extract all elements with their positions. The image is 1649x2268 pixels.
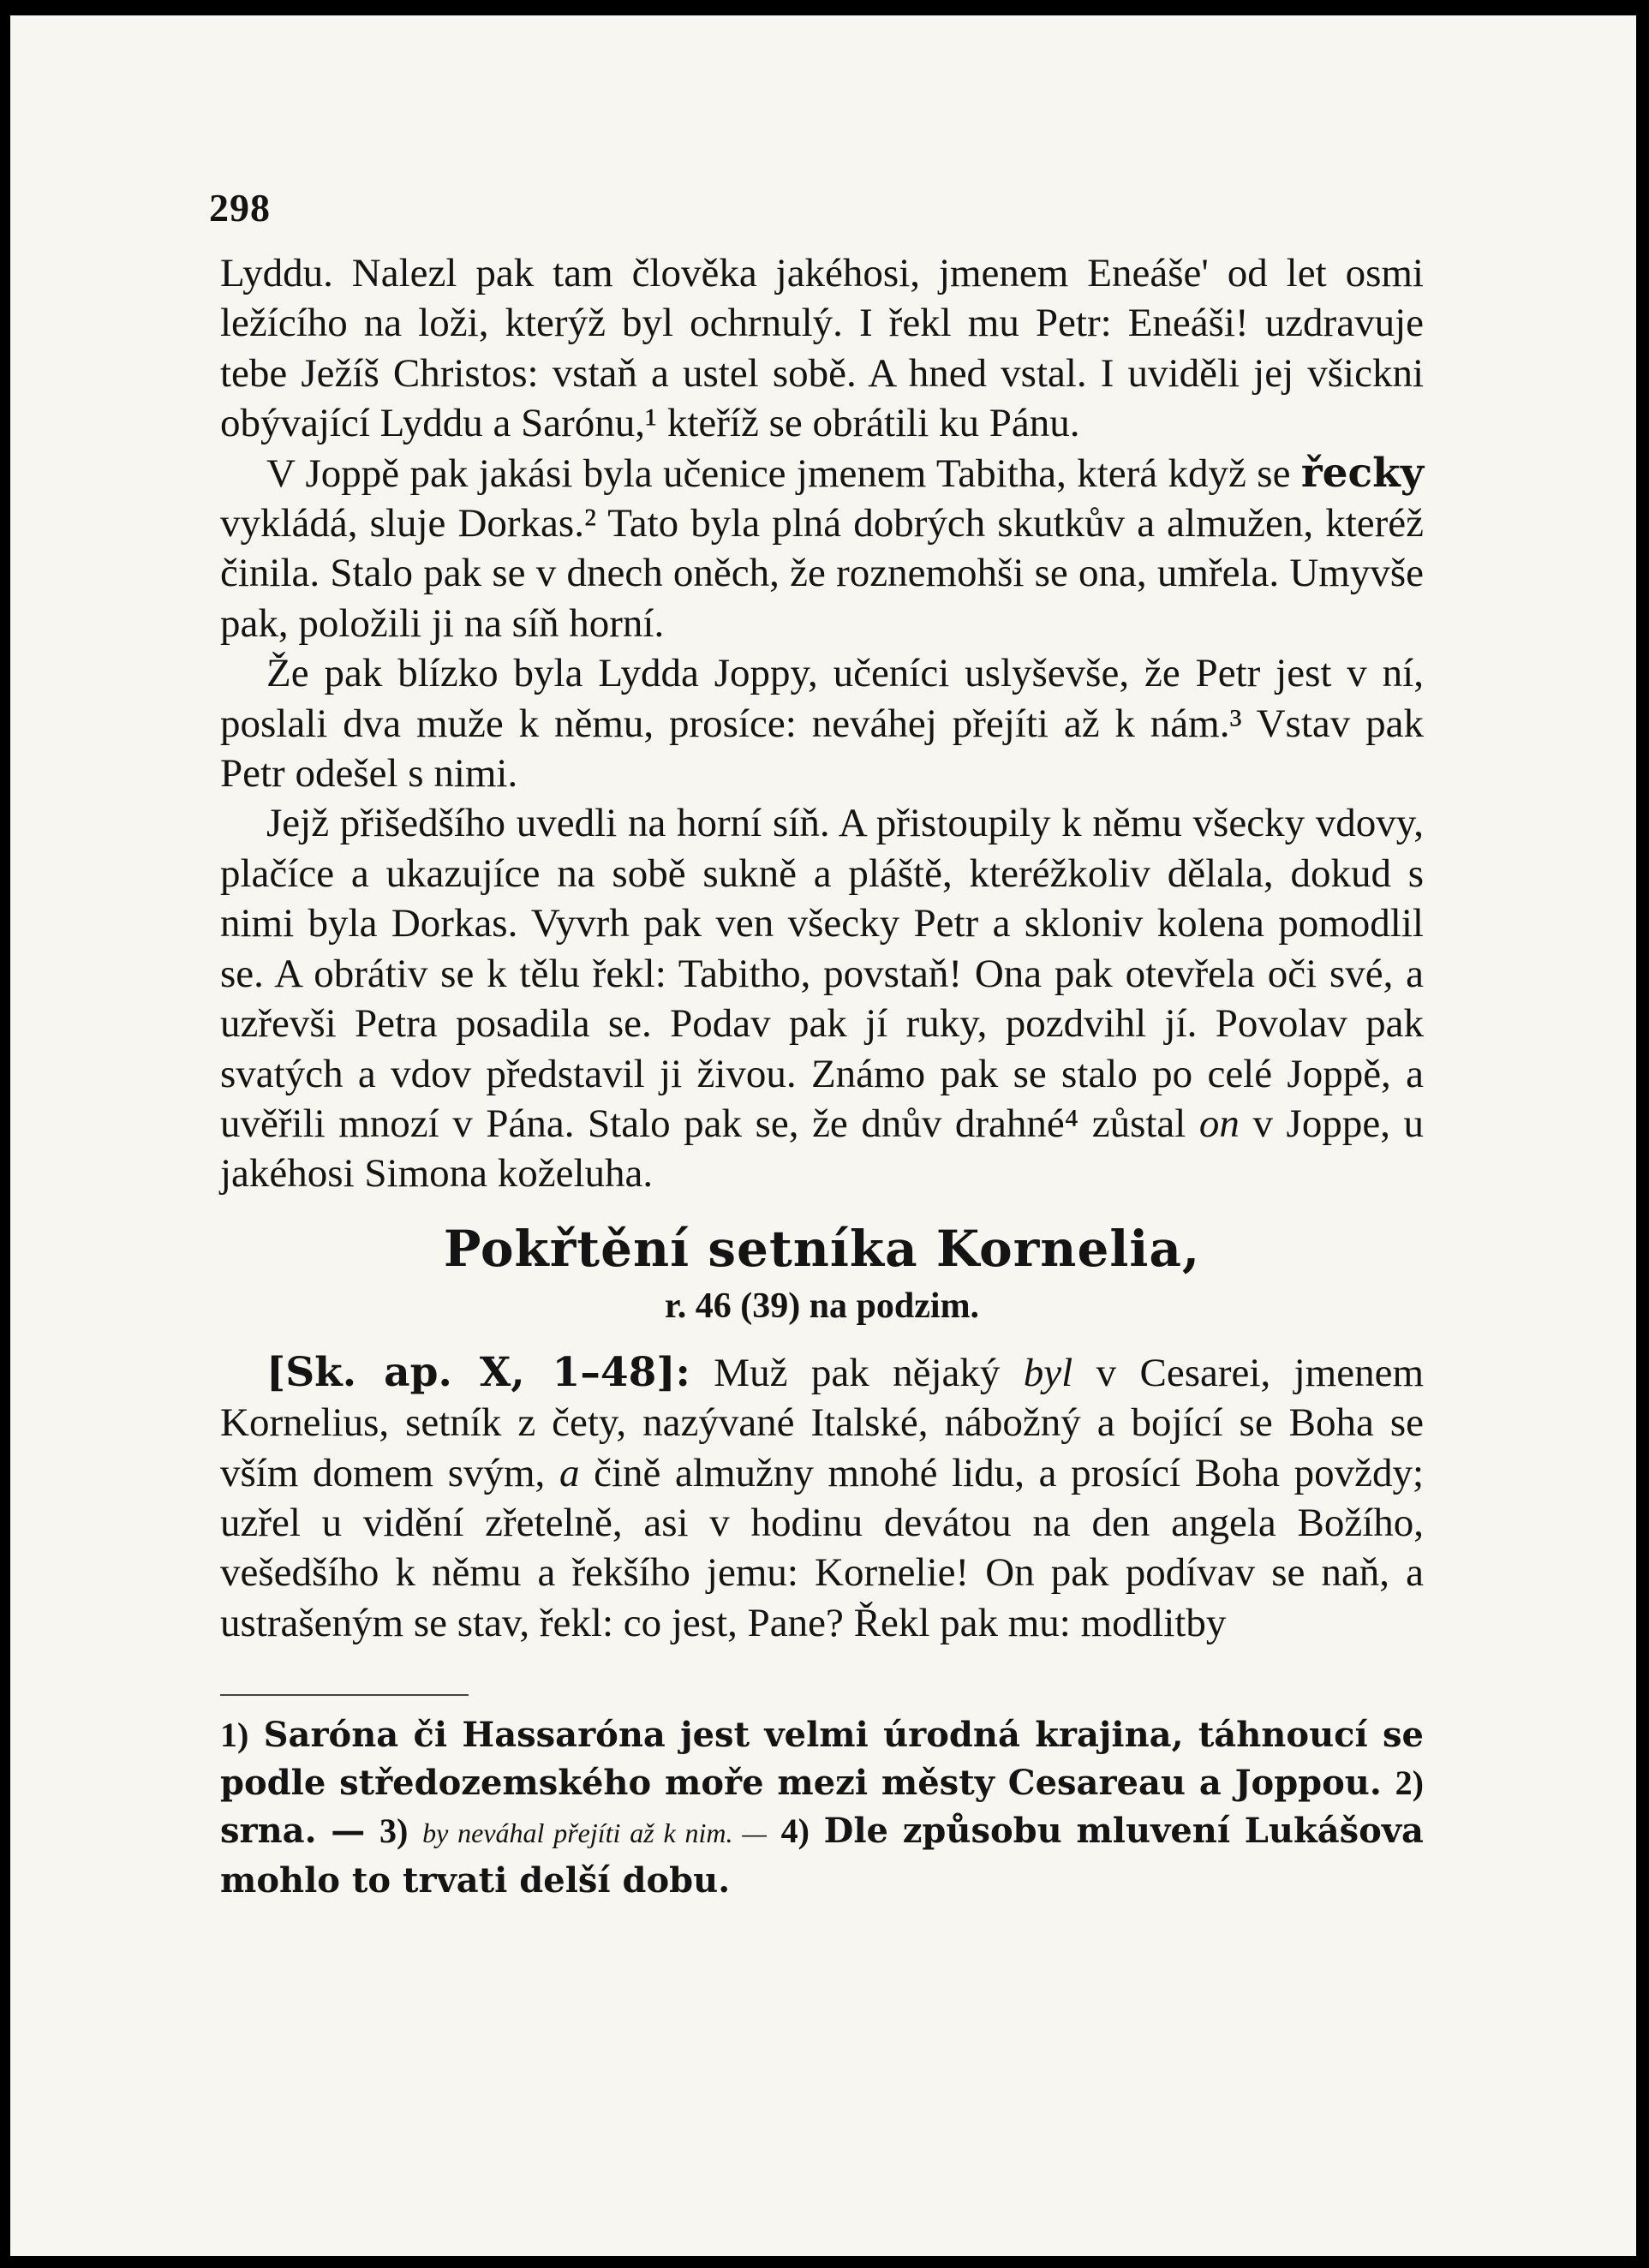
footnote-4-text: Dle způsobu mluvení Lukášova mohlo to trvati delší dobu. <box>220 1811 1424 1901</box>
page-body <box>220 248 1424 1905</box>
footnote-divider <box>220 1694 469 1696</box>
footnote-3-label: 3) <box>379 1811 409 1851</box>
paragraph-5-middle: v Cesarei, jmenem Kornelius, setník z čety, nazývané Italské, nábožný a bojící se Boha se vším domem svým, <box>220 1350 1425 1495</box>
page-number: 298 <box>209 186 271 230</box>
paragraph-4-end: v Joppe, u jakéhosi Simona koželuha. <box>220 1101 1425 1197</box>
book-page <box>10 15 1636 2256</box>
section-subheading: r. 46 (39) na podzim. <box>664 1286 980 1326</box>
scripture-reference: [Sk. ap. X, 1–48]: <box>266 1348 690 1396</box>
section-heading: Pokřtění setníka Kornelia, <box>443 1219 1201 1278</box>
paragraph-5-end: čině almužny mnohé lidu, a prosící Boha povždy; uzřel u vidění zřetelně, asi v hodinu devátou na den angela Božího, vešedšího k němu a řekšího jemu: Kornelie! On pak podívav se naň, a ustrašeným se stav, řekl: co jest, Pane? Řekl pak mu: modlitby <box>220 1450 1425 1645</box>
paragraph-5-start: Muž pak nějaký <box>714 1350 1001 1395</box>
paragraph-2-rest: vykládá, sluje Dorkas.² Tato byla plná dobrých skutkův a almužen, kteréž činila. Stalo pak se v dnech oněch, že roznemohši se ona, umřela. Umyvše pak, položili ji na síň horní. <box>220 501 1424 646</box>
footnote-2-label: 2) <box>1395 1764 1424 1803</box>
footnote-1-text: Saróna či Hassaróna jest velmi úrodná krajina, táhnoucí se podle středozemského moře mezi městy Cesareau a Joppou. <box>220 1715 1424 1804</box>
paragraph-1: Lyddu. Nalezl pak tam člověka jakéhosi, jmenem Eneáše' od let osmi ležícího na loži, kterýž byl ochrnulý. I řekl mu Petr: Eneáši! uzdravuje tebe Ježíš Christos: vstaň a ustel sobě. A hned vstal. I uviděli jej všickni obývající Lyddu a Sarónu,¹ kteříž se obrátili ku Pánu. <box>220 251 1424 446</box>
footnote-3-text: by neváhal přejíti až k nim. — <box>422 1817 767 1849</box>
word-a: a <box>559 1450 580 1495</box>
footnote-2-text: srna. — <box>220 1811 366 1852</box>
paragraph-4-start: Jejž přišedšího uvedli na horní síň. A přistoupily k němu všecky vdovy, plačíce a ukazujíce na sobě sukně a pláště, kteréžkoliv dělala, dokud s nimi byla Dorkas. Vyvrh pak ven všecky Petr a skloniv kolena pomodlil se. A obrátiv se k tělu řekl: Tabitho, povstaň! Ona pak otevřela oči své, a uzřevši Petra posadila se. Podav pak jí ruky, pozdvihl jí. Povolav pak svatých a vdov představil ji živou. Známo pak se stalo po celé Joppě, a uvěřili mnozí v Pána. Stalo pak se, že dnův drahné⁴ zůstal <box>220 801 1424 1146</box>
scan-border <box>0 0 1649 15</box>
paragraph-2 <box>220 449 1424 649</box>
footnote-1-label: 1) <box>220 1716 249 1755</box>
word-on: on <box>1198 1101 1240 1146</box>
paragraph-4 <box>220 798 1424 1198</box>
footnote-4-label: 4) <box>780 1811 810 1851</box>
word-byl: byl <box>1023 1350 1073 1395</box>
paragraph-5 <box>220 1348 1424 1648</box>
paragraph-2-start: V Joppě pak jakási byla učenice jmenem Tabitha, která když se <box>266 451 1291 496</box>
word-hellensky: řecky <box>1300 449 1425 497</box>
paragraph-3: Že pak blízko byla Lydda Joppy, učeníci uslyševše, že Petr jest v ní, poslali dva muže k němu, prosíce: neváhej přejíti až k nám.³ Vstav pak Petr odešel s nimi. <box>220 651 1424 797</box>
footnotes <box>220 1711 1424 1905</box>
